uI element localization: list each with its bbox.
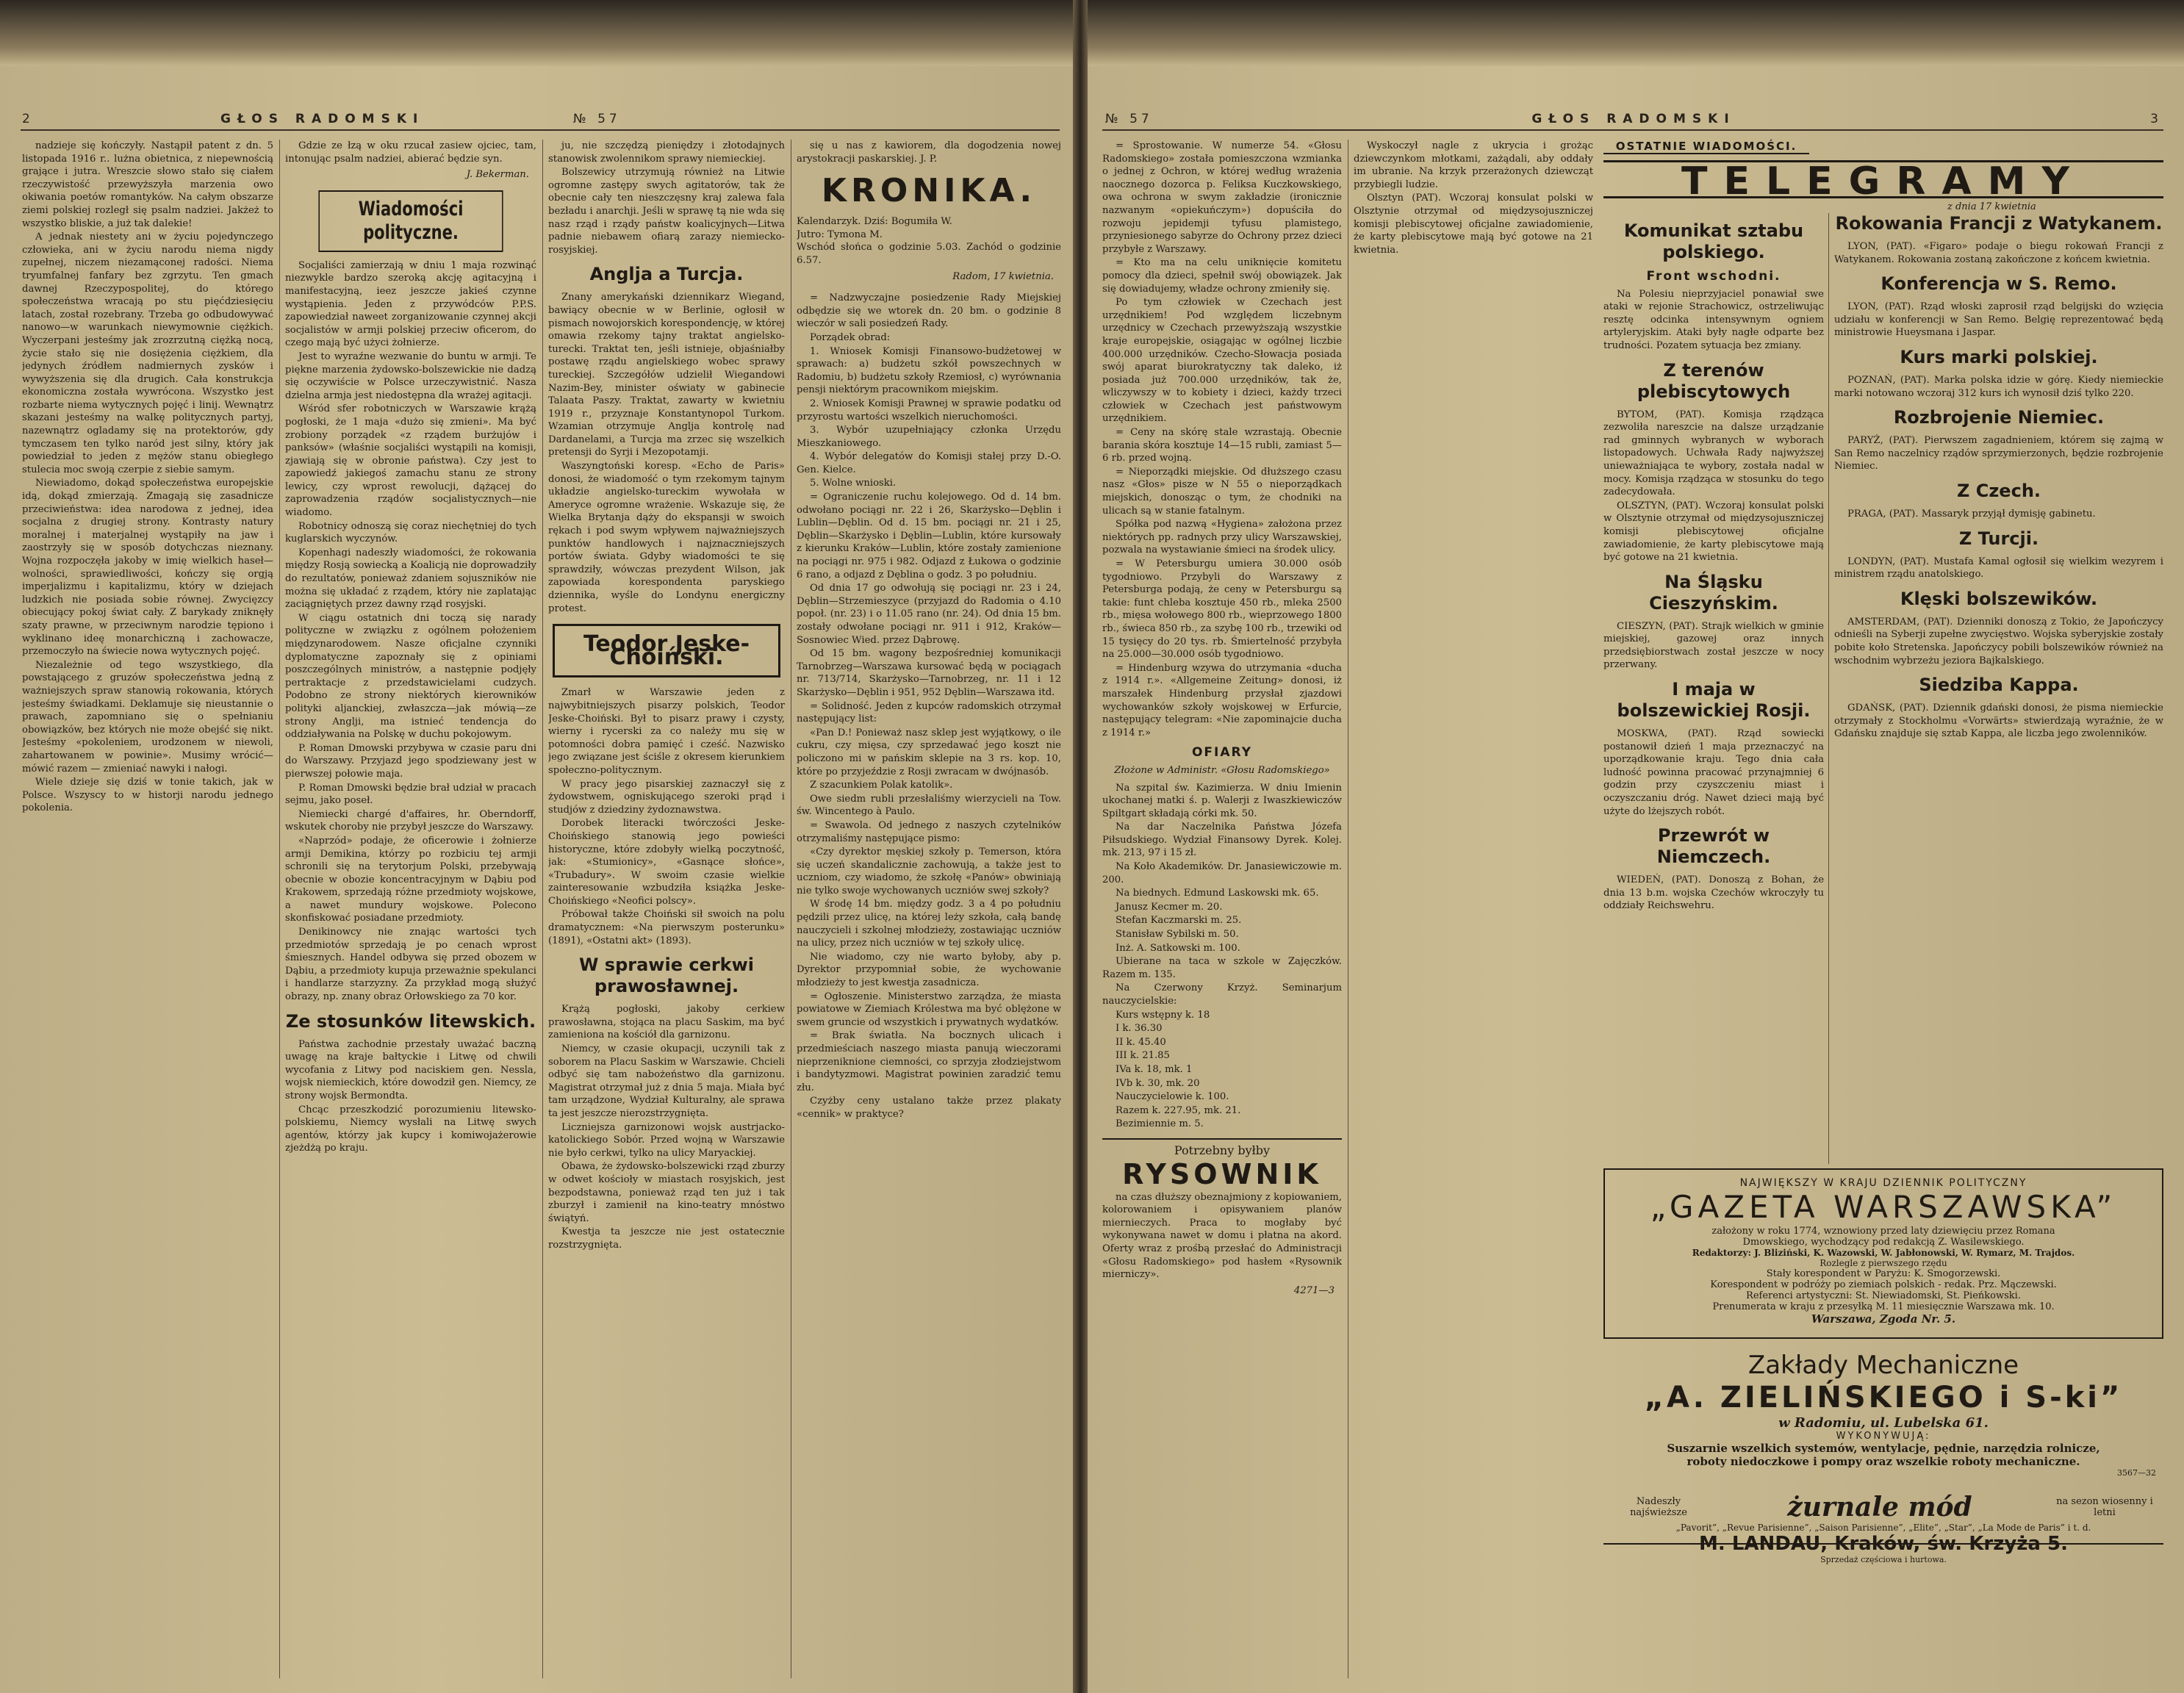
- article-paragraph: MOSKWA, (PAT). Rząd sowiecki postanowił dzień 1 maja przeznaczyć na uporządkowanie kraju. Tego dnia cała ludność powinna pracować przynajmniej 6 godzin przy czyszczeniu miast i oczyszczaniu dróg. Nawet dzieci mają być użyte do lżejszych robót.: [1603, 728, 1824, 817]
- telegramy-banner: TELEGRAMY: [1603, 160, 2163, 198]
- kronika-paragraph: = Nadzwyczajne posiedzenie Rady Miejskiej odbędzie się we wtorek dn. 20 bm. o godzinie 8 wieczór w sali posiedzeń Rady.: [797, 292, 1061, 330]
- ofiary-item: Kurs wstępny k. 18: [1116, 1009, 1210, 1021]
- article-paragraph: W ciągu ostatnich dni toczą się narady polityczne w związku z ogólnem położeniem międzynarodowem. Nasze oficjalne czynniki dyplomatyczne zapoznały się z opiniami poszczególnych ministrów, a następnie podjęły pertraktacje z przedstawicielami cudzych. Podobno ze strony niektórych kierowników polityki aljanckiej, zwłaszcza—jak mówią—ze strony Anglji, ma istnieć tendencja do oddziaływania na Polskę w duchu pokojowym.: [285, 612, 536, 741]
- article-paragraph: A jednak niestety ani w życiu pojedynczego człowieka, ani w życiu narodu niema nigdy zupełnej, niczem niezamąconej radości. Niema tryumfalnej fanfary bez zgrzytu. Ten gmach dawnej Rzeczypospolitej, do którego społeczeństwa wracają po stu pięćdziesięciu latach, został rozebrany. Trzeba go odbudowywać nanowo—w warunkach niewymownie ciężkich. Wyczerpani jesteśmy jak zrozrzutną ciężką nocą, życie stało się nie dosiężenia ciężkiem, dla jedynych źródłem nadmiernych zysków i wywyższenia się dla drugich. Cała konstrukcja ekonomiczna została wywrócona. Wszystko jest rozbarte niema wytycznych pojęć i linij. Wewnątrz skazani jesteśmy na walkę politycznych partyj, nazewnątrz ogladamy się na protektorów, gdy tymczasem ten tylko naród jest silny, który jak powiedział to jeden z mężów stanu obiegłego stulecia moc swoją czerpie z siebie samym.: [22, 231, 273, 475]
- article-paragraph: Niewiadomo, dokąd społeczeństwa europejskie idą, dokąd zmierzają. Zmagają się zasadnicze przeciwieństwa: idea narodowa z jednej, idea socjalna z drugiej strony. Kontrasty natury moralnej i materjalnej wystąpiły na jaw i zaostrzyły się w sposób dotychczas nieznany. Wojna rozpoczęła jakoby w imię wielkich haseł—wolności, sprawiedliwości, kończy się orgją imperjalizmu i kapitalizmu, który w dziejach ludzkich nie posiada sobie równej. Zwycięzcy obiecujący pokoj świat cały. Z barykady zniknęły szaty prawne, w przeciwnym narodzie tępiono i wyklinano ideę monarchiczną i zachowacze, przemoczyło na świecie nowa wytycznych pojęć.: [22, 478, 273, 658]
- left-col-1: [22, 140, 273, 1678]
- article-paragraph: Obawa, że żydowsko-bolszewicki rząd zburzy w odwet kościoły w miastach rosyjskich, jest bezpodstawna, ponieważ rząd ten już i tak zburzył i zamienił na kino-teatry mnóstwo świątyń.: [548, 1161, 785, 1224]
- ofiary-item: Nauczycielowie k. 100.: [1116, 1091, 1229, 1103]
- left-head-rule: [21, 129, 1060, 131]
- article-paragraph: Chcąc przeszkodzić porozumieniu litewsko-polskiemu, Niemcy wysłali na Litwę swych agentów, którzy jak kupcy i komiwojażerowie zjeżdżą po kraju.: [285, 1104, 536, 1154]
- ofiary-item: Na szpital św. Kazimierza. W dniu Imienin ukochanej matki ś. p. Walerji z Iwaszkiewiczów Spiltgart składają córki mk. 50.: [1102, 782, 1342, 819]
- ofiary-item: Ubierane na taca w szkole w Zajęczków. Razem m. 135.: [1102, 956, 1342, 980]
- ofiary-item: Na dar Naczelnika Państwa Józefa Piłsudskiego. Wydział Finansowy Dyrek. Kolej. mk. 213, 97 i 15 zł.: [1102, 822, 1342, 859]
- article-paragraph: Niezależnie od tego wszystkiego, dla powstającego z gruzów społeczeństwa jedną z ważniejszych spraw stanowią rokowania, których jesteśmy świadkami. Deklamuje się nieustannie o prawach, zapomniano się o spełnianiu obowiązków, bez których nie może obejść się nikt. Jesteśmy «pokoleniem, urodzonem w niewoli, zahartowanem w powinie». Musimy wrócić—mówić razem — zmieniać nawyki i nałogi.: [22, 659, 273, 774]
- article-paragraph: Wiele dzieje się dziś w tonie takich, jak w Polsce. Wszyscy to w historji narodu jednego pokolenia.: [22, 777, 273, 814]
- article-paragraph: OLSZTYN, (PAT). Wczoraj konsulat polski w Olsztynie otrzymał od międzysojuszniczej komisji plebiscytowej oficjalne zawiadomienie, że karty plebiscytowe mają być gotowe na 21 kwietnia.: [1603, 500, 1824, 564]
- left-col-rule-1: [279, 140, 280, 1678]
- left-col-4: [797, 140, 1061, 1678]
- ad-gazeta-top: NAJWIĘKSZY W KRAJU DZIENNIK POLITYCZNY: [1739, 1177, 2027, 1189]
- right-head-rule: [1102, 129, 2163, 131]
- ad-gazeta-line-9: Warszawa, Zgoda Nr. 5.: [1811, 1312, 1956, 1326]
- article-paragraph: Niemiecki chargé d'affaires, hr. Oberndorff, wskutek choroby nie przybył jeszcze do Warszawy.: [285, 808, 536, 833]
- article-paragraph: = Sprostowanie. W numerze 54. «Głosu Radomskiego» została pomieszczona wzmianka o jednej z Ochron, w której według wrażenia naocznego dozorca p. Feliksa Kuczkowskiego, owa ochrona w swym zakładzie (ironicznie nazwanym «opiekuńczym») dopuściła do rozwoju jepidemji tyfusu plamistego, przyniesionego sabyrze do Ochrony przez dzieci przybyłe z Warszawy.: [1102, 140, 1342, 255]
- ad-gazeta-line-4: Rozlegle z pierwszego rzędu: [1820, 1258, 1947, 1268]
- heading-w-sprawie-cerkwi: W sprawie cerkwi prawosławnej.: [578, 955, 755, 997]
- kronika-paragraph: 4. Wybór delegatów do Komisji stałej przy D.-O. Gen. Kielce.: [797, 451, 1061, 475]
- kronika-paragraph: W środę 14 bm. między godz. 3 a 4 po południu pędzili przez ulicę, na której leży szkoła, całą bandę nauczycieli i szkolnej młodzieży, zostawiając uczniów na ulicy, przez nich uczniów w tej szkoły ulicę.: [797, 899, 1061, 949]
- heading-plebiscyt: Z terenów plebiscytowych: [1637, 359, 1791, 402]
- ad-zielinski-top: Zakłady Mechaniczne: [1747, 1351, 2019, 1380]
- ad-zielinski-line-1: Suszarnie wszelkich systemów, wentylacje, pędnie, narzędzia rolnicze,: [1667, 1442, 2100, 1455]
- right-col-2: [1354, 140, 1593, 356]
- ofiary-item: Na Czerwony Krzyż. Seminarjum nauczycielskie:: [1102, 982, 1342, 1007]
- right-col-3: [1603, 213, 1824, 1164]
- kronika-paragraph: 5. Wolne wnioski.: [810, 478, 897, 489]
- kronika-paragraph: 2. Wniosek Komisji Prawnej w sprawie podatku od przyrostu wartości wszelkich nieruchomości.: [797, 398, 1061, 423]
- article-paragraph: Spółka pod nazwą «Hygiena» założona przez niektórych pp. radnych przy ulicy Warszawskiej, pozwala na wystawianie śmieci na środek ulicy.: [1102, 519, 1342, 556]
- article-paragraph: PARYŻ, (PAT). Pierwszem zagadnieniem, którem się zajmą w San Remo naczelnicy rządów sprzymierzonych, będzie rozbrojenie Niemiec.: [1834, 435, 2163, 472]
- kronika-paragraph: «Czy dyrektor męskiej szkoły p. Temerson, która się uczeń skandalicznie zachowują, a także jest to uczniom, czy wiadomo, że szkołę «Panów» obwiniają nie tylko swoje wychowanych uczniów swej szkoły?: [797, 846, 1061, 896]
- kronika-paragraph: = Solidność. Jeden z kupców radomskich otrzymał następujący list:: [797, 700, 1061, 725]
- ad-zielinski-wykonywuja: WYKONYWUJĄ:: [1836, 1431, 1931, 1442]
- article-paragraph: = Kto ma na celu uniknięcie komitetu pomocy dla dzieci, spełnił swój obowiązek. Jak się dowiadujemy, władze ochrony zmieniły się.: [1102, 257, 1342, 295]
- ofiary-subtitle: Złożone w Administr. «Głosu Radomskiego»: [1114, 764, 1330, 776]
- right-issue-number: № 57: [1105, 112, 1153, 126]
- article-paragraph: PRAGA, (PAT). Massaryk przyjął dymisję gabinetu.: [1847, 508, 2096, 520]
- left-col-3: [548, 140, 785, 1678]
- article-paragraph: P. Roman Dmowski przybywa w czasie paru dni do Warszawy. Przyjazd jego spodziewany jest w pierwszej połowie maja.: [285, 742, 536, 780]
- article-paragraph: Po tym człowiek w Czechach jest urzędnikiem! Pod względem liczebnym urzędnicy w Czechach przewyższają wszystkie kraje europejskie, osiągając w ogólnej liczbie 400.000 urzędników. Czecho-Słowacja posiada swój aparat biurokratyczny tak daleko, iż posiada już 700.000 urzędników, tak że, wliczywszy w to kobiety i dzieci, każdy trzeci człowiek w Czechach jest państwowym urzędnikiem.: [1102, 297, 1342, 425]
- kronika-paragraph: Nie wiadomo, czy nie warto byłoby, aby p. Dyrektor przypomniał sobie, że wychowanie młodzieży to jest kwestja zasadnicza.: [797, 951, 1061, 989]
- ad-zurnale-sale: Sprzedaż częściowa i hurtowa.: [1820, 1555, 1947, 1564]
- heading-rozbrojenie: Rozbrojenie Niemiec.: [1893, 407, 2105, 428]
- right-running-title: GŁOS RADOMSKI: [1531, 112, 1736, 126]
- article-paragraph: ju, nie szczędzą pieniędzy i złotodajnych stanowisk zwolennikom sprawy niemieckiej.: [548, 140, 785, 165]
- ad-rysownik-title: RYSOWNIK: [1122, 1157, 1322, 1190]
- left-issue-number: № 57: [573, 112, 621, 126]
- ofiary-item: II k. 45.40: [1116, 1036, 1166, 1048]
- article-paragraph: = W Petersburgu umiera 30.000 osób tygodniowo. Przybyli do Warszawy z Petersburga podają, że ceny w Petersburgu są takie: funt chleba kosztuje 450 rb., mleka 2500 rb., mięsa wołowego 800 rb., wieprzowego 1800 rb., świeca 850 rb., za szybę 100 rb., trzewiki od 15 tysięcy do 20 tys. rb. Śmiertelność przybyła na 25.000—30.000 osób tygodniowo.: [1102, 558, 1342, 661]
- ad-zielinski-line-2: roboty niedoczkowe i pompy oraz wszelkie roboty mechaniczne.: [1687, 1455, 2080, 1468]
- ad-zielinski-address: w Radomiu, ul. Lubelska 61.: [1778, 1415, 1989, 1431]
- heading-slask-cieszynski: Na Śląsku Cieszyńskim.: [1649, 571, 1778, 614]
- article-paragraph: W pracy jego pisarskiej zaznaczył się z żydowstwem, ogniskującego szeroki prąd i studjów z dziedziny żydoznawstwa.: [548, 778, 785, 816]
- obituary-box-jeske-choinski: Teodor Jeske-Choiński.: [553, 624, 780, 677]
- ofiary-item: IVa k. 18, mk. 1: [1116, 1063, 1193, 1075]
- article-paragraph: Wyskoczył nagle z ukrycia i grożąc dziewczynkom młotkami, zażądali, aby oddały im ubranie. Na krzyk przerażonych dziewcząt przybiegli ludzie.: [1354, 140, 1593, 190]
- ofiary-item: Na Koło Akademików. Dr. Janasiewiczowie m. 200.: [1102, 861, 1342, 885]
- article-paragraph: LYON, (PAT). «Figaro» podaje o biegu rokowań Francji z Watykanem. Rokowania zostaną zakończone z końcem kwietnia.: [1834, 241, 2163, 265]
- article-paragraph: Waszyngtoński koresp. «Echo de Paris» donosi, że wiadomość o tym rzekomym tajnym układzie angielsko-tureckim wywołała w Ameryce ogromne wrażenie. Wskazuje się, że Wielka Brytanja dąży do ekspansji w swoich rękach i pod swym wpływem najważniejszych punktów handlowych i najznaczniejszych portów świata. Gdyby wiadomości te się sprawdziły, wówczas prezydent Wilson, jak zapowiada korespondenta paryskiego dziennika, wyśle do Londynu energiczny protest.: [548, 461, 785, 614]
- ofiary-item: Na biednych. Edmund Laskowski mk. 65.: [1116, 888, 1319, 899]
- article-paragraph: «Naprzód» podaje, że oficerowie i żołnierze armji Demikina, którzy po rozbiciu tej armji schronili się na terytorjum Polski, przebywają obecnie w obozie koncentracyjnym w Dąbiu pod Krakowem, sprzedają różne przedmioty wojskowe, a nawet mundury wojskowe. Polecono skonfiskować posiadane przedmioty.: [285, 835, 536, 924]
- kronika-dateline: Radom, 17 kwietnia.: [952, 270, 1054, 282]
- heading-przewrot-niemcy: Przewrót w Niemczech.: [1656, 825, 1771, 868]
- ad-gazeta-line-2: Dmowskiego, wychodzący pod redakcją Z. Wasilewskiego.: [1742, 1237, 2025, 1248]
- article-paragraph: Próbował także Choiński sił swoich na polu dramatycznem: «Na pierwszym posterunku» (1891), «Ostatni akt» (1893).: [548, 909, 785, 946]
- heading-kleski: Klęski bolszewików.: [1900, 588, 2098, 609]
- heading-komunikat-sztabu: Komunikat sztabu polskiego.: [1623, 220, 1804, 262]
- article-paragraph: BYTOM, (PAT). Komisja rządząca zezwoliła nareszcie na dalsze urządzanie rad gminnych wybranych w wyborach listopadowych. Uchwała Rady najwyższej unieważniająca te wybory, została nadal w mocy. Komisja rządząca w stosunku do tego zadecydowała.: [1603, 409, 1824, 498]
- ofiary-item: III k. 21.85: [1116, 1050, 1170, 1062]
- kronika-paragraph: Od dnia 17 go odwołują się pociągi nr. 23 i 24, Dęblin—Strzemieszyce (przyjazd do Radomia o 4.10 popoł. (nr. 23) i o 11.05 rano (nr. 24). Od dnia 15 bm. zostały odwołane pociągi nr. 911 i 912, Kraków—Sosnowiec Wied. przez Dąbrowę.: [797, 583, 1061, 646]
- article-paragraph: Na Polesiu nieprzyjaciel ponawiał swe ataki w rejonie Strachowicz, ostrzeliwując resztę odcinka intensywnym ogniem artyleryjskim. Ataki były nagłe odparte bez trudności. Pozatem sytuacja bez zmiany.: [1603, 288, 1824, 351]
- article-paragraph: Liczniejsza garnizonowi wojsk austrjacko-katolickiego Sobór. Przed wojną w Warszawie nie było cerkwi, tylko na ulicy Maryackiej.: [548, 1121, 785, 1159]
- heading-anglja-a-turcja: Anglja a Turcja.: [589, 264, 744, 285]
- kronika-paragraph: 3. Wybór uzupełniający członka Urzędu Mieszkaniowego.: [797, 425, 1061, 449]
- kronika-paragraph: 1. Wniosek Komisji Finansowo-budżetowej w sprawach: a) budżetu szkół powszechnych w Radomiu, b) budżetu szkoły Rzemiosł, c) wyrównania pensji niektórym pracownikom miejskim.: [797, 345, 1061, 396]
- ofiary-item: Stefan Kaczmarski m. 25.: [1116, 915, 1242, 927]
- heading-ofiary: OFIARY: [1191, 745, 1253, 761]
- kronika-paragraph: = Ograniczenie ruchu kolejowego. Od d. 14 bm. odwołano pociągi nr. 22 i 26, Skarżysko—Dęblin i Lublin—Dęblin. Od d. 15 bm. pociągi nr. 21 i 25, Dęblin—Skarżysko i Dęblin—Lublin, które kursowały z kierunku Kraków—Lublin, które zostały zamienione na pociągi nr. 975 i 982. Odjazd z Łukowa o godzinie 6 rano, a odjazd z Dęblina o godz. 3 po południu.: [797, 492, 1061, 580]
- kronika-paragraph: = Brak światła. Na bocznych ulicach i przedmieściach naszego miasta panują wieczorami nieprzeniknione ciemności, co sprzyja złodziejstwom i bandytyzmowi. Magistrat powinien zaradzić temu złu.: [797, 1030, 1061, 1093]
- kronika-paragraph: Porządek obrad:: [810, 331, 891, 343]
- ad-gazeta-line-8: Prenumerata w kraju z przesyłką M. 11 miesięcznie Warszawa mk. 10.: [1712, 1301, 2055, 1312]
- article-paragraph: Olsztyn (PAT). Wczoraj konsulat polski w Olsztynie otrzymał od międzysojuszniczej komisji plebiscytowej oficjalne zawiadomienie, że karty plebiscytowe mają być gotowe na 21 kwietnia.: [1354, 193, 1593, 256]
- right-col-rule-2: [1828, 213, 1829, 1164]
- heading-kronika: KRONIKA.: [821, 172, 1037, 210]
- article-paragraph: Bolszewicy utrzymują również na Litwie ogromne zastępy swych agitatorów, tak że obecnie cały ten nieszczęsny kraj zalewa fala bezładu i anarchji. Jeśli w sprawę tą nie wda się nasz rząd i rządy państw koalicyjnych—Litwa padnie niebawem ofiarą zarazy niemiecko-rosyjskiej.: [548, 167, 785, 256]
- heading-watykan: Rokowania Francji z Watykanem.: [1835, 213, 2163, 234]
- ad-zurnale-right: na sezon wiosenny i letni: [2056, 1496, 2153, 1518]
- left-col-rule-2: [542, 140, 543, 1678]
- article-paragraph: Krążą pogłoski, jakoby cerkiew prawosławna, stojąca na placu Saskim, ma być zamieniona na kościół dla garnizonu.: [548, 1004, 785, 1041]
- left-running-title: GŁOS RADOMSKI: [220, 112, 425, 126]
- ad-zielinski-title: „A. ZIELIŃSKIEGO i S-ki”: [1644, 1381, 2123, 1415]
- ad-gazeta-line-3: Redaktorzy: J. Bliziński, K. Wazowski, W. Jabłonowski, W. Rymarz, M. Trajdos.: [1692, 1248, 2075, 1258]
- article-paragraph: Wśród sfer robotniczych w Warszawie krążą pogłoski, że 1 maja «dużo się zmieni». Ma być zrobiony porządek «z rządem burżujów i panksów» (właśnie socjaliści wystąpili na komisji, zjawiają się w obronie państwa). Czy jest to zapowiedź jakiegoś zamachu stanu ze strony lewicy, czy wprost rewolucji, dążącej do zaprowadzenia rządów socjalistycznych—nie wiadomo.: [285, 403, 536, 519]
- telegramy-date: z dnia 17 kwietnia: [1947, 201, 2036, 212]
- right-page-number: 3: [2150, 112, 2162, 126]
- kalendarzyk-line: Jutro: Tymona M.: [797, 229, 883, 240]
- kronika-paragraph: Z szacunkiem Polak katolik».: [810, 780, 953, 791]
- scan-top-edge: [0, 0, 2184, 68]
- ad-gazeta-line-5: Stały korespondent w Paryżu: K. Smogorzewski.: [1766, 1268, 2001, 1279]
- heading-san-remo: Konferencja w S. Remo.: [1881, 273, 2117, 295]
- article-paragraph: Zmarł w Warszawie jeden z najwybitniejszych pisarzy polskich, Teodor Jeske-Choiński. Był to pisarz prawy i czysty, wierny i rycerski za co należy mu się w potomności dobra pamięć i cześć. Nazwisko jego związane jest ściśle z okresem kierunkiem społeczno-politycznym.: [548, 687, 785, 776]
- heading-ze-stosunkow-litewskich: Ze stosunków litewskich.: [285, 1010, 536, 1032]
- ofiary-item: Inż. A. Satkowski m. 100.: [1116, 942, 1240, 954]
- article-paragraph: Gdzie ze łzą w oku rzucał zasiew ojciec, tam, intonując psalm nadziei, abierać będzie syn.: [285, 140, 536, 165]
- article-paragraph: Socjaliści zamierzają w dniu 1 maja rozwinąć niezwykle bardzo szeroką akcję agitacyjną i manifestacyjną, ieez jeszcze jakieś czynne wystąpienia. Jeden z przywódców P.P.S. zapowiedział naweet zorganizowanie czynnej akcji socjalistów w armji polskiej przeciw oficerom, do czego mają być użyci żołnierze.: [285, 259, 536, 349]
- ad-rysownik: [1102, 1138, 1342, 1297]
- heading-czech: Z Czech.: [1956, 480, 2041, 501]
- article-paragraph: Znany amerykański dziennikarz Wiegand, bawiący obecnie w w Berlinie, ogłosił w pismach nowojorskich korespondencję, w której omawia rzekomy tajny traktat angielsko-turecki. Traktat ten, jeśli istnieje, objaśniałby postawę rządu angielskiego wobec sprawy tureckiej. Szczegółów udzielił Wiegandowi Nazim-Bey, minister oświaty w gabinecie Talaata Paszy. Traktat, zawarty w kwietniu 1919 r., przyznaje Konstantynopol Turkom. Wzamian otrzymuje Anglja kontrolę nad Dardanelami, a Turcja ma zrzec się wszelkich pretensji do Syrji i Mezopotamji.: [548, 292, 785, 459]
- ad-zielinski-code: 3567—32: [2117, 1468, 2156, 1478]
- kalendarzyk-line: Kalendarzyk. Dziś: Bogumiła W.: [797, 216, 952, 228]
- article-paragraph: Kwestja ta jeszcze nie jest ostatecznie rozstrzygnięta.: [548, 1226, 785, 1251]
- left-col-2: [285, 140, 536, 1678]
- right-col-1: [1102, 140, 1342, 1678]
- article-paragraph: LONDYN, (PAT). Mustafa Kamal ogłosił się wielkim wezyrem i ministrem rządu anatolskiego.: [1834, 556, 2163, 580]
- article-paragraph: Robotnicy odnoszą się coraz niechętniej do tych kuglarskich wyczynów.: [285, 520, 536, 545]
- ad-zurnale-title: żurnale mód: [1787, 1492, 1972, 1523]
- kronika-paragraph: Od 15 bm. wagony bezpośredniej komunikacji Tarnobrzeg—Warszawa kursować będą w pociągach nr. 713/714, Skarżysko—Tarnobrzeg, nr. 11 i 12 Skarżysko—Dęblin i 951, 952 Dęblin—Warszawa itd.: [797, 648, 1061, 698]
- ofiary-item: Bezimiennie m. 5.: [1116, 1118, 1204, 1130]
- article-paragraph: Dorobek literacki twórczości Jeske-Choińskiego stanowią jego powieści historyczne, które zdobyły wielką poczytność, jak: «Stumionicy», «Gasnące słońce», «Trubadury». W swoim czasie wielkie zainteresowanie wzbudziła książka Jeske-Choińskiego «Neofici polscy».: [548, 818, 785, 907]
- kronika-paragraph: = Ogłoszenie. Ministerstwo zarządza, że miasta powiatowe w Ziemiach Królestwa ma być oblężone w swem gruncie od wszystkich i prywatnych wydatków.: [797, 991, 1061, 1028]
- ad-zurnale-titles: „Pavorit”, „Revue Parisienne”, „Saison Parisienne”, „Elite”, „Star”, „La Mode de Paris” i t. d.: [1675, 1523, 2091, 1533]
- article-paragraph: CIESZYN, (PAT). Strajk wielkich w gminie miejskiej, gazowej oraz innych przedsiębiorstwach został jeszcze w nocy przerwany.: [1603, 620, 1824, 671]
- article-paragraph: = Ceny na skórę stale wzrastają. Obecnie barania skóra kosztuje 14—15 rubli, zamiast 5—6 rb. przed wojną.: [1102, 427, 1342, 464]
- right-col-4: [1834, 206, 2163, 1164]
- article-paragraph: się u nas z kawiorem, dla dogodzenia nowej arystokracji paskarskiej. J. P.: [797, 140, 1061, 165]
- left-page-number: 2: [22, 112, 34, 126]
- ad-gazeta-warszawska: [1603, 1168, 2163, 1339]
- kalendarzyk-line: Wschód słońca o godzinie 5.03. Zachód o godzinie 6.57.: [797, 242, 1061, 266]
- article-paragraph: POZNAŃ, (PAT). Marka polska idzie w górę. Kiedy niemieckie marki notowano wczoraj 312 kurs ich wynosił dziś tylko 220.: [1834, 374, 2163, 399]
- article-paragraph: = Nieporządki miejskie. Od dłuższego czasu nasz «Głos» pisze w N 55 o nieporządkach miejskich, donosząc o tym, że chodniki na ulicach są w stanie fatalnym.: [1102, 466, 1342, 517]
- article-paragraph: AMSTERDAM, (PAT). Dzienniki donoszą z Tokio, że Japończycy odnieśli na Syberji zupełne zwycięstwo. Wojska syberyjskie zostały pobite koło Stretenska. Japończycy pobili bolszewików również na wschodnim wybrzeżu jeziora Bajkalskiego.: [1834, 616, 2163, 666]
- article-paragraph: Jest to wyraźne wezwanie do buntu w armji. Te piękne marzenia żydowsko-bolszewickie nie dadzą się oczywiście w Polsce urzeczywistnić. Nasza dzielna armja jest niedostępna dla wrażej agitacji.: [285, 351, 536, 401]
- ad-gazeta-line-6: Korespondent w podróży po ziemiach polskich - redak. Prz. Mączewski.: [1710, 1279, 2057, 1290]
- ofiary-item: I k. 36.30: [1116, 1023, 1163, 1035]
- ofiary-item: Janusz Kecmer m. 20.: [1116, 901, 1223, 913]
- ofiary-item: IVb k. 30, mk. 20: [1116, 1077, 1200, 1089]
- article-paragraph: = Hindenburg wzywa do utrzymania «ducha z 1914 r.». «Allgemeine Zeitung» donosi, iż marszałek Hindenburg przysłał zjazdowi wychowanków szkoły wojskowej w Erfurcie, następujący telegram: «Nie zapominajcie ducha z 1914 r.»: [1102, 662, 1342, 738]
- ad-rysownik-text: na czas dłuższy obeznajmiony z kopiowaniem, kolorowaniem i opisywaniem planów miernieczych. Praca to mogłaby być wykonywana nawet w domu i płatna na akord. Oferty wraz z prośbą przesłać do Administracji «Głosu Radomskiego» pod hasłem «Rysownik mierniczy».: [1102, 1191, 1342, 1281]
- heading-turcja: Z Turcji.: [1958, 528, 2039, 549]
- kronika-paragraph: = Swawola. Od jednego z naszych czytelników otrzymaliśmy następujące pismo:: [797, 819, 1061, 844]
- heading-kappa: Siedziba Kappa.: [1919, 675, 2079, 696]
- ad-rysownik-code: 4271—3: [1293, 1284, 1335, 1296]
- article-paragraph: GDAŃSK, (PAT). Dziennik gdański donosi, że pisma niemieckie otrzymały z Stockholmu «Vorwärts» stwierdzają wyraźnie, że w Gdańsku znajduje się sztab Kappa, ale liczba jego zwolenników.: [1834, 702, 2163, 740]
- ad-rysownik-top: Potrzebny byłby: [1174, 1143, 1271, 1157]
- ad-zurnale-shop: M. LANDAU, Kraków, św. Krzyża 5.: [1699, 1533, 2068, 1555]
- kronika-paragraph: «Pan D.! Ponieważ nasz sklep jest wyjątkowy, o ile cukru, czy mięsa, czy sprzedawać jego koszt nie policzono mi w pańskim sklepie na 3 rs. kop. 10, które po przyjeździe z Rosji zwracam w dwójnasób.: [797, 727, 1061, 777]
- article-paragraph: WIEDEŃ, (PAT). Donoszą z Bohan, że dnia 13 b.m. wojska Czechów wkroczyły tu oddziały Reichswehru.: [1603, 874, 1824, 912]
- article-paragraph: Denikinowcy nie znając wartości tych przedmiotów sprzedają je po cenach wprost śmiesznych. Handel odbywa się przed obozem w Dąbiu, a przedmioty kupuja przeważnie spekulanci i handlarze starzyzny. Za przykład mogą służyć obrazy, np. znany obraz Orłowskiego za 70 kor.: [285, 927, 536, 1003]
- ofiary-item: Stanisław Sybilski m. 50.: [1116, 929, 1239, 941]
- heading-kurs-marki: Kurs marki polskiej.: [1900, 346, 2098, 367]
- ofiary-item: Razem k. 227.95, mk. 21.: [1116, 1104, 1241, 1116]
- article-paragraph: LYON, (PAT). Rząd włoski zaprosił rząd belgijski do wzięcia udziału w konferencji w San Remo. Belgię reprezentować będą ministrowie Hueysmana i Jaspar.: [1834, 301, 2163, 339]
- article-paragraph: Kopenhagi nadeszły wiadomości, że rokowania między Rosją sowiecką a Koalicją nie doprowadziły do rezultatów, ponieważ zdaniem sojuszników nie można się układać z rządem, który nie zaplatając zaciągniętych przez dawny rząd rosyjski.: [285, 547, 536, 611]
- heading-wiadomosci-polityczne: Wiadomości polityczne.: [318, 190, 503, 252]
- ad-gazeta-line-1: założony w roku 1774, wznowiony przed laty dziewięciu przez Romana: [1711, 1226, 2055, 1237]
- kronika-paragraph: Owe siedm rubli przesłaliśmy wierzycieli na Tow. św. Wincentego à Paulo.: [797, 793, 1061, 818]
- heading-1-maja-rosja: I maja w bolszewickiej Rosji.: [1617, 679, 1811, 722]
- article-paragraph: Niemcy, w czasie okupacji, uczynili tak z soborem na Placu Saskim w Warszawie. Chcieli odbyć się tam nabożeństwo dla garnizonu. Magistrat otrzymał już z dnia 5 maja. Miała być tam urządzone, Wydział Kulturalny, ale sprawa ta jest jeszcze nierozstrzygnięta.: [548, 1043, 785, 1119]
- article-paragraph: P. Roman Dmowski będzie brał udział w pracach sejmu, jako poseł.: [285, 782, 536, 807]
- page-gutter: [1073, 0, 1088, 1693]
- ad-zurnale-left: Nadeszły najświeższe: [1630, 1496, 1687, 1518]
- article-paragraph: Państwa zachodnie przestały uważać baczną uwagę na kraje bałtyckie i Litwę od chwili wycofania z Litwy pod naciskiem gen. Nessla, wojsk niemieckich, które dowodził gen. Niemcy, ze strony wojsk Bermondta.: [285, 1038, 536, 1101]
- article-paragraph: nadzieje się kończyły. Nastąpił patent z dn. 5 listopada 1916 r.. lużna obietnica, z niepewnością grające i jutra. Wreszcie słowo stało się ciałem rzeczywistość przewyższyła marzenia owo okiwania poetów romantyków. Na całym obszarze ziemi polskiej rozległ się psalm nadziei. Jakżeż to wszystko bliskie, a już tak dalekie!: [22, 140, 273, 229]
- article-author: J. Bekerman.: [466, 169, 529, 181]
- ostatnie-wiadomosci-stamp: OSTATNIE WIADOMOŚCI.: [1603, 140, 1809, 154]
- ad-zurnale: [1603, 1487, 2163, 1577]
- ad-gazeta-line-7: Referenci artystyczni: St. Niewiadomski, St. Pieńkowski.: [1746, 1290, 2021, 1301]
- ad-gazeta-title: „GAZETA WARSZAWSKA”: [1650, 1189, 2117, 1225]
- subheading-front-wschodni: Front wschodni.: [1646, 269, 1781, 284]
- kronika-paragraph: Czyżby ceny ustalano także przez plakaty «cennik» w praktyce?: [797, 1096, 1061, 1120]
